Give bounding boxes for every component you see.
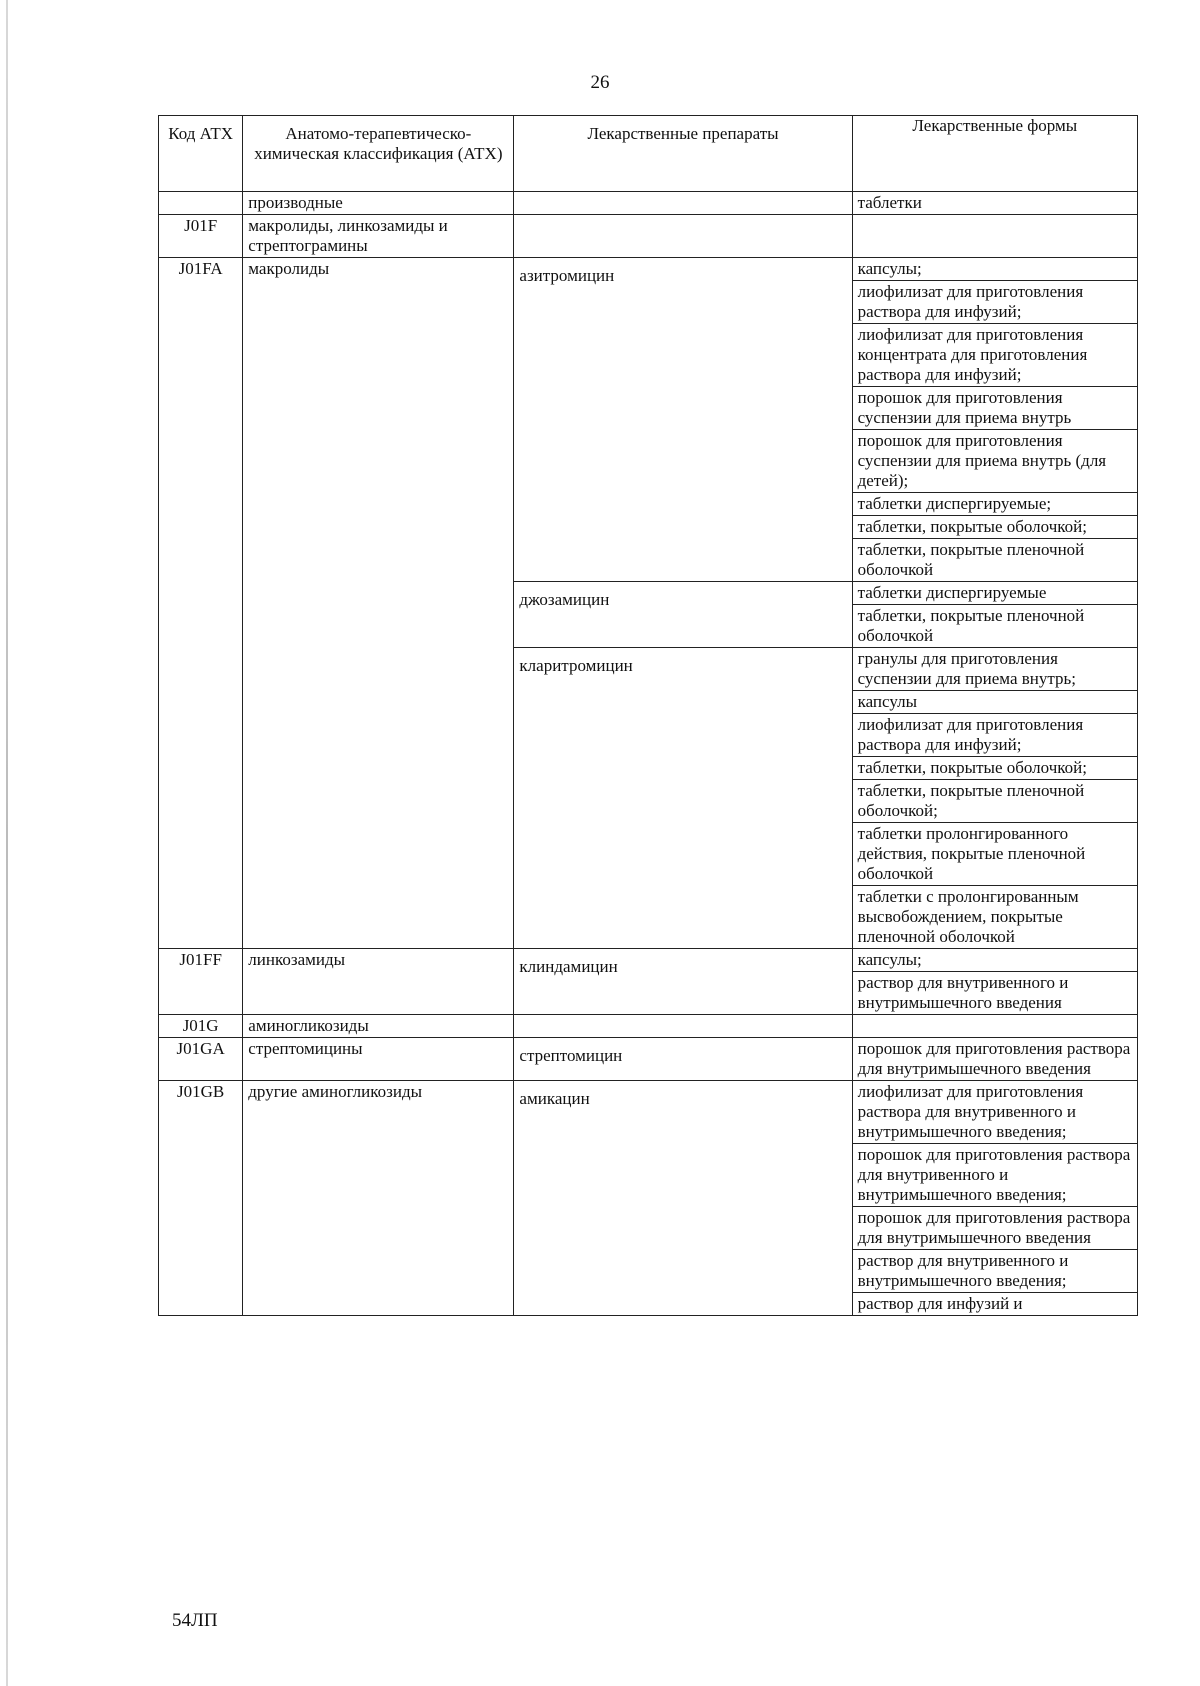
dosage-form-item: капсулы; <box>853 258 1137 281</box>
drug-name-cell: азитромицин <box>514 258 852 582</box>
dosage-form-item: таблетки пролонгированного действия, покрытые пленочной оболочкой <box>853 823 1137 886</box>
dosage-forms-cell <box>852 1081 1137 1316</box>
dosage-forms-cell <box>852 1038 1137 1081</box>
table-header-row <box>159 116 1138 192</box>
dosage-form-item: порошок для приготовления раствора для внутримышечного введения <box>853 1207 1137 1250</box>
drug-name-cell: кларитромицин <box>514 648 852 949</box>
header-code: Код АТХ <box>159 116 243 192</box>
dosage-form-item: таблетки с пролонгированным высвобождением, покрытые пленочной оболочкой <box>857 887 1079 946</box>
dosage-form-item: лиофилизат для приготовления раствора для инфузий; <box>853 714 1137 757</box>
dosage-form-item: таблетки диспергируемые; <box>853 493 1137 516</box>
scan-edge <box>6 0 8 1686</box>
drug-name-cell: стрептомицин <box>514 1038 852 1081</box>
table-row <box>159 258 1138 582</box>
dosage-form-item: раствор для внутривенного и внутримышечного введения <box>857 973 1069 1012</box>
dosage-forms-list <box>853 648 1137 948</box>
dosage-forms-cell <box>852 1015 1137 1038</box>
atc-code-cell: J01GB <box>159 1081 243 1316</box>
dosage-form-item: лиофилизат для приготовления раствора для инфузий; <box>853 281 1137 324</box>
dosage-form-item: таблетки, покрытые оболочкой; <box>853 757 1137 780</box>
atc-code-cell: J01F <box>159 215 243 258</box>
classification-cell: другие аминогликозиды <box>243 1081 514 1316</box>
dosage-form-item: порошок для приготовления раствора для внутривенного и внутримышечного введения; <box>853 1144 1137 1207</box>
page-number: 26 <box>590 72 610 93</box>
dosage-form-item: таблетки, покрытые пленочной оболочкой <box>857 540 1085 579</box>
dosage-form-item: раствор для инфузий и <box>857 1294 1023 1313</box>
table-row <box>159 1015 1138 1038</box>
dosage-form-item: капсулы; <box>853 949 1137 972</box>
classification-cell: макролиды <box>243 258 514 949</box>
table-row <box>159 949 1138 1015</box>
dosage-form-item: порошок для приготовления суспензии для приема внутрь <box>853 387 1137 430</box>
drug-name-cell: джозамицин <box>514 582 852 648</box>
dosage-forms-list <box>853 258 1137 581</box>
dosage-form-item <box>853 1015 1137 1037</box>
dosage-forms-cell <box>852 582 1137 648</box>
classification-cell: производные <box>243 192 514 215</box>
dosage-forms-list <box>853 1081 1137 1315</box>
dosage-forms-list <box>853 215 1137 237</box>
classification-cell: аминогликозиды <box>243 1015 514 1038</box>
dosage-form-item: порошок для приготовления раствора для внутримышечного введения <box>857 1039 1131 1078</box>
dosage-form-item: таблетки, покрытые пленочной оболочкой; <box>853 780 1137 823</box>
classification-cell: линкозамиды <box>243 949 514 1015</box>
dosage-forms-cell <box>852 648 1137 949</box>
atc-code-cell: J01G <box>159 1015 243 1038</box>
dosage-form-item: гранулы для приготовления суспензии для приема внутрь; <box>853 648 1137 691</box>
atc-code-cell <box>159 192 243 215</box>
table-row <box>159 215 1138 258</box>
classification-cell: стрептомицины <box>243 1038 514 1081</box>
drug-name-cell <box>514 1015 852 1038</box>
dosage-form-item <box>853 215 1137 237</box>
dosage-forms-list <box>853 1015 1137 1037</box>
dosage-forms-list <box>853 949 1137 1014</box>
dosage-form-item: капсулы <box>853 691 1137 714</box>
dosage-forms-cell <box>852 215 1137 258</box>
classification-cell: макролиды, линкозамиды и стрептограмины <box>243 215 514 258</box>
dosage-form-item: лиофилизат для приготовления раствора для внутривенного и внутримышечного введения; <box>853 1081 1137 1144</box>
table-row <box>159 1081 1138 1316</box>
header-forms: Лекарственные формы <box>852 116 1137 192</box>
footer-document-code: 54ЛП <box>172 1610 218 1631</box>
dosage-forms-cell <box>852 192 1137 215</box>
atc-drug-table <box>158 115 1138 1316</box>
table-row <box>159 192 1138 215</box>
dosage-form-item: раствор для внутривенного и внутримышечного введения; <box>853 1250 1137 1293</box>
atc-code-cell: J01FA <box>159 258 243 949</box>
table-row <box>159 1038 1138 1081</box>
drug-name-cell <box>514 215 852 258</box>
dosage-form-item: порошок для приготовления суспензии для приема внутрь (для детей); <box>853 430 1137 493</box>
atc-code-cell: J01GA <box>159 1038 243 1081</box>
dosage-forms-list <box>853 582 1137 647</box>
dosage-form-item: таблетки, покрытые пленочной оболочкой <box>857 606 1085 645</box>
header-drugs: Лекарственные препараты <box>514 116 852 192</box>
drug-name-cell: амикацин <box>514 1081 852 1316</box>
dosage-forms-list <box>853 1038 1137 1080</box>
dosage-form-item: таблетки диспергируемые <box>853 582 1137 605</box>
drug-name-cell: клиндамицин <box>514 949 852 1015</box>
dosage-form-item: лиофилизат для приготовления концентрата для приготовления раствора для инфузий; <box>853 324 1137 387</box>
dosage-forms-cell <box>852 949 1137 1015</box>
table-body <box>159 192 1138 1316</box>
atc-code-cell: J01FF <box>159 949 243 1015</box>
drug-name-cell <box>514 192 852 215</box>
dosage-form-item: таблетки <box>857 193 922 212</box>
dosage-form-item: таблетки, покрытые оболочкой; <box>853 516 1137 539</box>
dosage-forms-cell <box>852 258 1137 582</box>
header-classification: Анатомо-терапевтическо-химическая классификация (АТХ) <box>243 116 514 192</box>
dosage-forms-list <box>853 192 1137 214</box>
